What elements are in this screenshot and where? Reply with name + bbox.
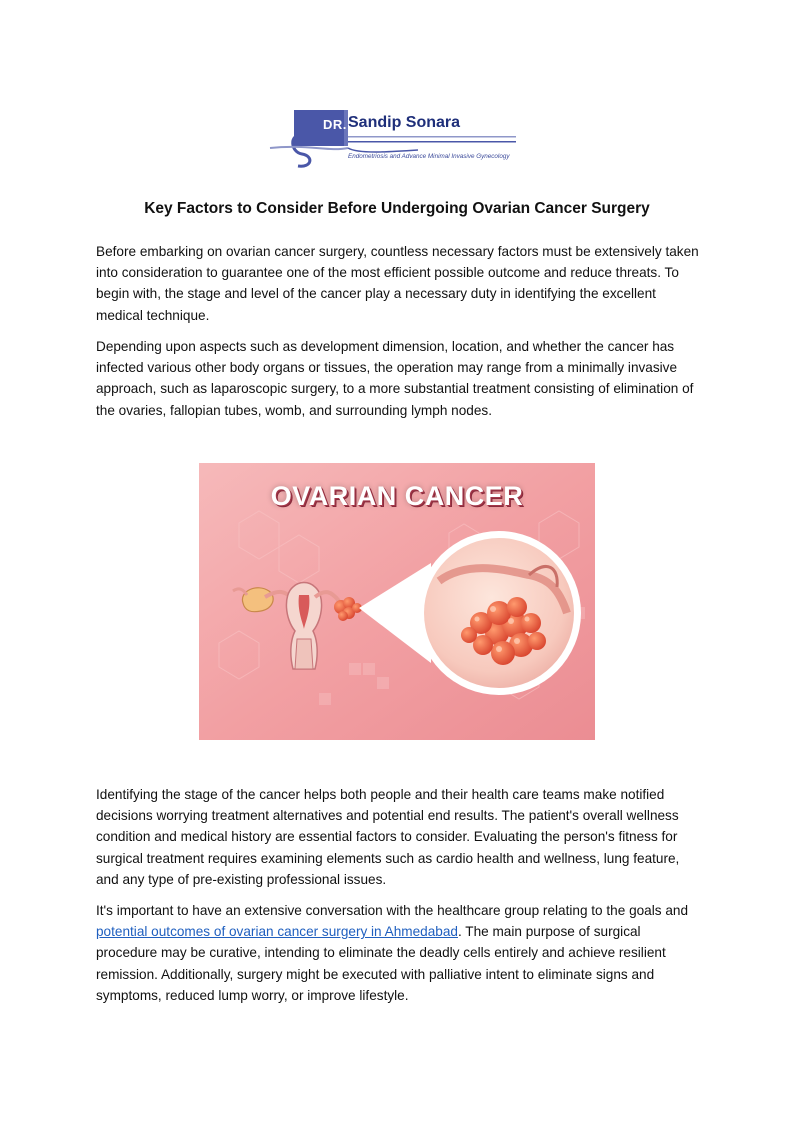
logo-name: Sandip Sonara: [348, 114, 461, 131]
ovarian-cancer-illustration: [199, 463, 595, 740]
logo-tagline: Endometriosis and Advance Minimal Invasive Gynecology: [348, 153, 510, 160]
paragraph-surgery-types: Depending upon aspects such as development dimension, location, and whether the cancer has infected various other body organs or tissues, the operation may range from a minimally invasive approach, such as laparoscopic surgery, to a more substantial treatment consisting of elimination of the ovaries, fallopian tubes, womb, and surrounding lymph nodes.: [96, 339, 694, 418]
paragraph-staging: Identifying the stage of the cancer helps both people and their health care teams make notified decisions worrying treatment alternatives and potential end results. The patient's overall wellness condition and medical history are essential factors to consider. Evaluating the person's fitness for surgical treatment requires examining elements such as cardio health and wellness, lung feature, and any type of pre-existing professional issues.: [96, 787, 680, 887]
surgery-outcomes-link[interactable]: potential outcomes of ovarian cancer surgery in Ahmedabad: [96, 924, 458, 940]
paragraph-goals: [96, 900, 700, 1006]
logo-prefix: DR.: [323, 117, 347, 132]
paragraph-goals-text-after: . The main purpose of surgical procedure may be curative, intending to eliminate the deadly cells entirely and achieve resilient remission. Additionally, surgery might be executed with palliative intent to eliminate signs and symptoms, reduced lump worry, or improve lifestyle.: [96, 924, 666, 1003]
brand-logo: [268, 108, 518, 170]
article-title: Key Factors to Consider Before Undergoing Ovarian Cancer Surgery: [144, 200, 650, 217]
paragraph-goals-text-before: It's important to have an extensive conversation with the healthcare group relating to the goals and: [96, 903, 689, 918]
paragraph-intro: Before embarking on ovarian cancer surgery, countless necessary factors must be extensively taken into consideration to guarantee one of the most efficient possible outcome and reduce threats. To begin with, the stage and level of the cancer play a necessary duty in identifying the excellent medical technique.: [96, 244, 699, 323]
illustration-title: OVARIAN CANCER: [270, 481, 524, 511]
